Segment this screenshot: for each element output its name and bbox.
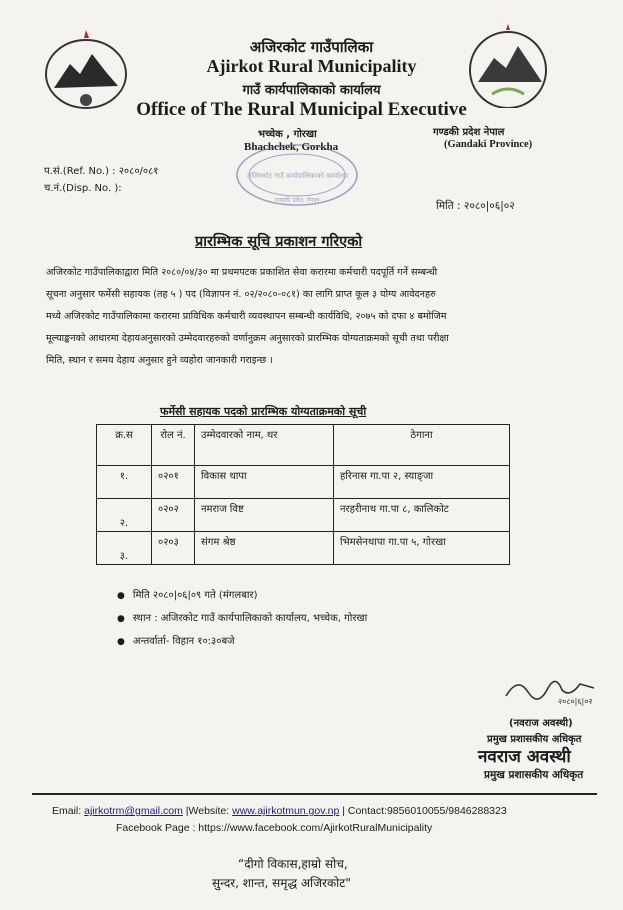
email-label: Email: (52, 805, 82, 817)
slogan-line-1: “दीगो विकास,हाम्रो सोच, (238, 857, 348, 871)
signatory-title: प्रमुख प्रशासकीय अधिकृत (487, 734, 582, 745)
notice-line-2: सूचना अनुसार फर्मेसी सहायक (तह ५ ) पद (विज्ञापन नं. ०२/२०८०-०८१) का लागि प्राप्त कूल ३ योग्य आवेदनहरु (46, 289, 436, 300)
facebook-link[interactable]: Facebook Page : https://www.facebook.com/AjirkotRuralMunicipality (116, 822, 433, 834)
col-header-name: उम्मेदवारको नाम, थर (195, 425, 334, 466)
cell-sn: २. (97, 499, 152, 532)
cell-name: नमराज विष्ट (195, 499, 334, 532)
stamp-ring-text: गण्डकी प्रदेश, नेपाल (274, 197, 320, 204)
province-nepali: गण्डकी प्रदेश नेपाल (433, 127, 505, 138)
cell-roll: ०२०२ (152, 499, 195, 532)
table-header-row (97, 425, 510, 466)
col-header-address: ठेगाना (334, 425, 510, 466)
contact-numbers: | Contact:9856010055/9846288323 (342, 805, 507, 817)
email-link[interactable]: ajirkotrm@gmail.com (84, 805, 183, 817)
signature-date: २०८०|६|०२ (558, 697, 593, 706)
notice-line-3: मध्ये अजिरकोट गाउँपालिकामा करारमा प्राविधिक कर्मचारी व्यवस्थापन सम्बन्धी कार्यविधि, २०७५ को दफा ४ बमोजिम (46, 311, 447, 322)
officer-signature (500, 668, 600, 708)
cell-sn: १. (97, 466, 152, 499)
place-english: Bhachchek, Gorkha (244, 141, 339, 153)
table-row (97, 499, 510, 532)
footer-divider (32, 793, 597, 795)
notice-line-1: अजिरकोट गाउँपालिकाद्वारा मिति २०८०/०४/३० मा प्रथमपटक प्रकाशित सेवा करारमा कर्मचारी पदपूर्ति गर्ने सम्बन्धी (46, 267, 438, 278)
website-link[interactable]: www.ajirkotmun.gov.np (232, 805, 340, 817)
table-row (97, 532, 510, 565)
cell-address: भिमसेनथापा गा.पा ५, गोरखा (334, 532, 510, 565)
stamp-center-text: अजिरकोट गाउँ कार्यपालिकाको कार्यालय (245, 172, 349, 180)
notice-title: प्रारम्भिक सूचि प्रकाशन गरिएको (195, 234, 363, 250)
contact-line (52, 805, 507, 817)
office-name-english: Office of The Rural Municipal Executive (136, 99, 467, 120)
exam-time-item: ● अन्तर्वार्ता- विहान १०:३०बजे (117, 633, 367, 647)
stamp-officer-name: नवराज अवस्थी (478, 747, 571, 767)
col-header-sn: क्र.स (97, 425, 152, 466)
municipality-name-english: Ajirkot Rural Municipality (206, 56, 417, 76)
province-english: (Gandaki Province) (444, 139, 533, 150)
candidate-table (96, 424, 510, 565)
place-nepali: भच्चेक , गोरखा (258, 129, 317, 140)
notice-body (46, 262, 606, 372)
cell-roll: ०२०१ (152, 466, 195, 499)
cell-name: संगम श्रेष्ठ (195, 532, 334, 565)
cell-name: विकास थापा (195, 466, 334, 499)
stamp-officer-title: प्रमुख प्रशासकीय अधिकृत (484, 769, 584, 781)
col-header-roll: रोल नं. (152, 425, 195, 466)
exam-date-item: ● मिति २०८०|०६|०९ गते (मंगलबार) (117, 587, 367, 601)
notice-line-4: मूल्याङ्कनको आधारमा देहायअनुसारको उम्मेदवारहरुको वर्णानुक्रम अनुसारको प्रारम्भिक योग्यताक्रमको सूची तथा परीक्षा (46, 333, 449, 344)
cell-address: हरिनास गा.पा २, स्याङ्जा (334, 466, 510, 499)
letter-date: मिति : २०८०|०६|०२ (436, 200, 515, 212)
exam-details-list (117, 587, 367, 656)
list-title: फर्मेसी सहायक पदको प्रारम्भिक योग्यताक्रमको सूची (160, 405, 367, 418)
website-label: |Website: (185, 805, 230, 817)
office-stamp (232, 140, 362, 210)
municipality-name-nepali: अजिरकोट गाउँपालिका (249, 38, 374, 56)
notice-line-5: मिति, स्थान र समय देहाय अनुसार हुने व्यहोरा जानकारी गराइन्छ । (46, 355, 273, 366)
table-row (97, 466, 510, 499)
reference-number: प.सं.(Ref. No.) : २०८०/०८१ (44, 166, 159, 177)
cell-sn: ३. (97, 532, 152, 565)
signatory-name: (नवराज अवस्थी) (509, 718, 573, 729)
office-name-nepali: गाउँ कार्यपालिकाको कार्यालय (242, 83, 381, 98)
slogan-line-2: सुन्दर, शान्त, समृद्ध अजिरकोट" (212, 876, 351, 890)
cell-roll: ०२०३ (152, 532, 195, 565)
exam-place-item: ● स्थान : अजिरकोट गाउँ कार्यपालिकाको कार्यालय, भच्चेक, गोरखा (117, 610, 367, 624)
dispatch-number: च.नं.(Disp. No. ): (44, 183, 122, 194)
cell-address: नरहरीनाथ गा.पा ८, कालिकोट (334, 499, 510, 532)
